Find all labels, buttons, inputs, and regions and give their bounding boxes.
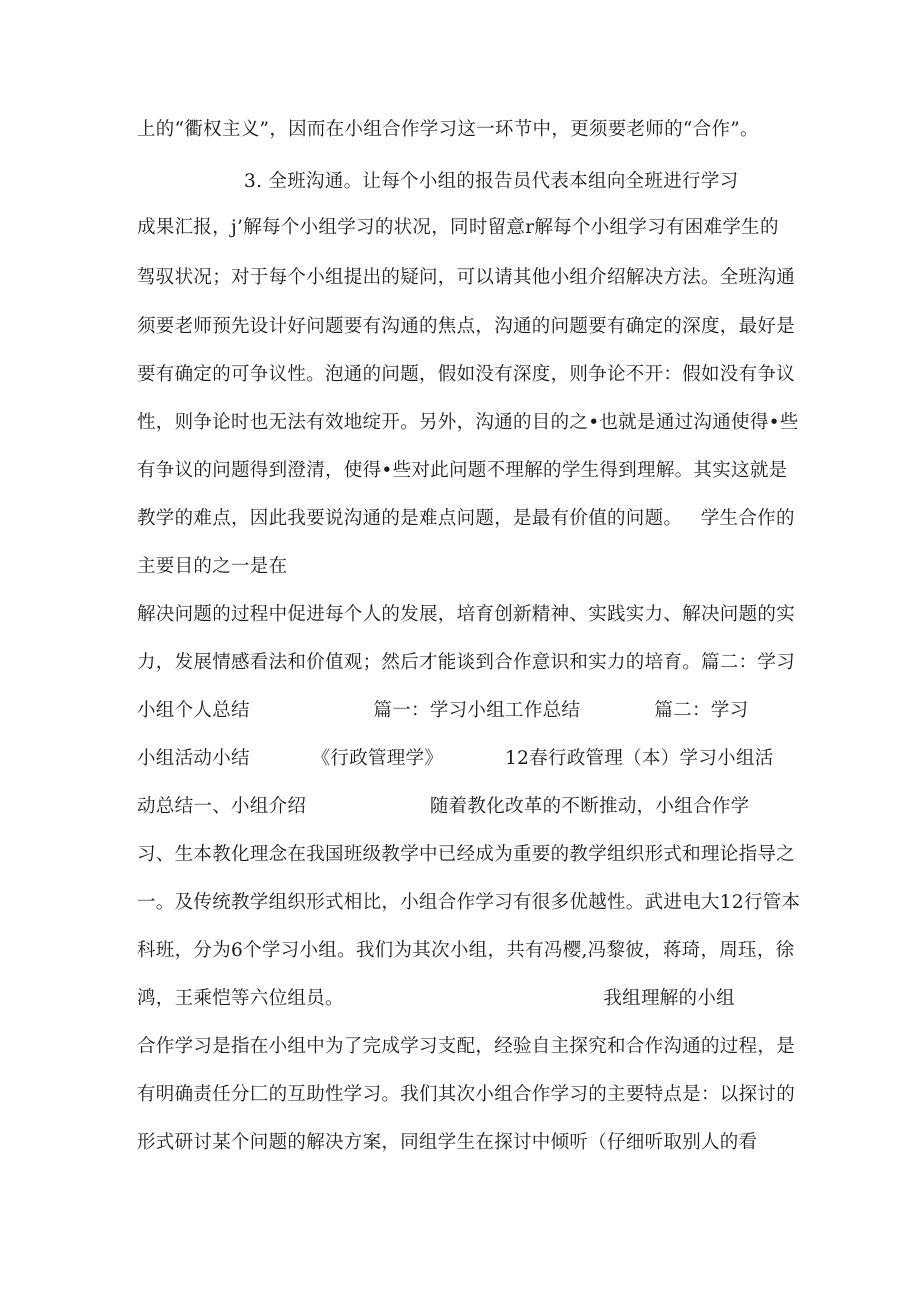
text-line: 一。及传统教学组织形式相比，小组合作学习有很多优越性。武进电大12行管本 — [137, 892, 801, 913]
text-line: 主要目的之一是在 — [137, 556, 288, 577]
text-line: 性，则争论时也无法有效地绽开。另外，沟通的目的之•也就是通过沟通使得•些 — [137, 412, 799, 433]
text-line: 动总结一、小组介绍 随着教化改革的不断推动，小组合作学 — [137, 796, 750, 817]
text-line: 要有确定的可争议性。泡通的问题，假如没有深度，则争论不开：假如没有争议 — [137, 364, 796, 385]
text-line: 上的“衢权主义”，因而在小组合作学习这一环节中，更须要老师的“合作”。 — [137, 119, 759, 140]
text-line: 解决问题的过程中促进每个人的发展，培育创新精神、实践实力、解决问题的实 — [137, 604, 796, 625]
text-line: 科班，分为6个学习小组。我们为其次小组，共有冯樱,冯黎彼，蒋琦，周珏，徐 — [137, 940, 795, 961]
text-line: 有争议的问题得到澄清，使得•些对此问题不理解的学生得到理解。其实这就是 — [137, 460, 788, 481]
text-line: 须要老师预先设计好问题要有沟通的焦点，沟通的问题要有确定的深度，最好是 — [137, 316, 796, 337]
text-line: 成果汇报，j’解每个小组学习的状况，同时留意r解每个小组学习有困难学生的 — [137, 217, 779, 238]
text-line: 小组个人总结 篇一：学习小组工作总结 篇二：学习 — [137, 700, 749, 721]
text-line: 习、生本教化理念在我国班级教学中已经成为重要的教学组织形式和理论指导之 — [137, 844, 796, 865]
text-line: 力，发展情感看法和价值观；然后才能谈到合作意识和实力的培育。篇二：学习 — [137, 652, 796, 673]
text-line: 鸿，王乘恺等六位组员。 我组理解的小组 — [137, 988, 735, 1009]
text-line: 形式研讨某个问题的解决方案，同组学生在探讨中倾听（仔细听取别人的看 — [137, 1132, 758, 1153]
text-line: 教学的难点，因此我要说沟通的是难点问题，是最有价值的问题。 学生合作的 — [137, 508, 795, 529]
text-line: 小组活动小结 《行政管理学》 12春行政管理（本）学习小组活 — [137, 748, 774, 769]
text-line: 有明确责任分匚的互助性学习。我们其次小组合作学习的主要特点是：以探讨的 — [137, 1084, 796, 1105]
text-line: 合作学习是指在小组中为了完成学习支配，经验自主探究和合作沟通的过程，是 — [137, 1036, 796, 1057]
text-line: 3. 全班沟通。让每个小组的报告员代表本组向全班进行学习 — [244, 171, 739, 192]
text-line: 驾驭状况；对于每个小组提出的疑问，可以请其他小组介绍解决方法。全班沟通 — [137, 267, 796, 288]
